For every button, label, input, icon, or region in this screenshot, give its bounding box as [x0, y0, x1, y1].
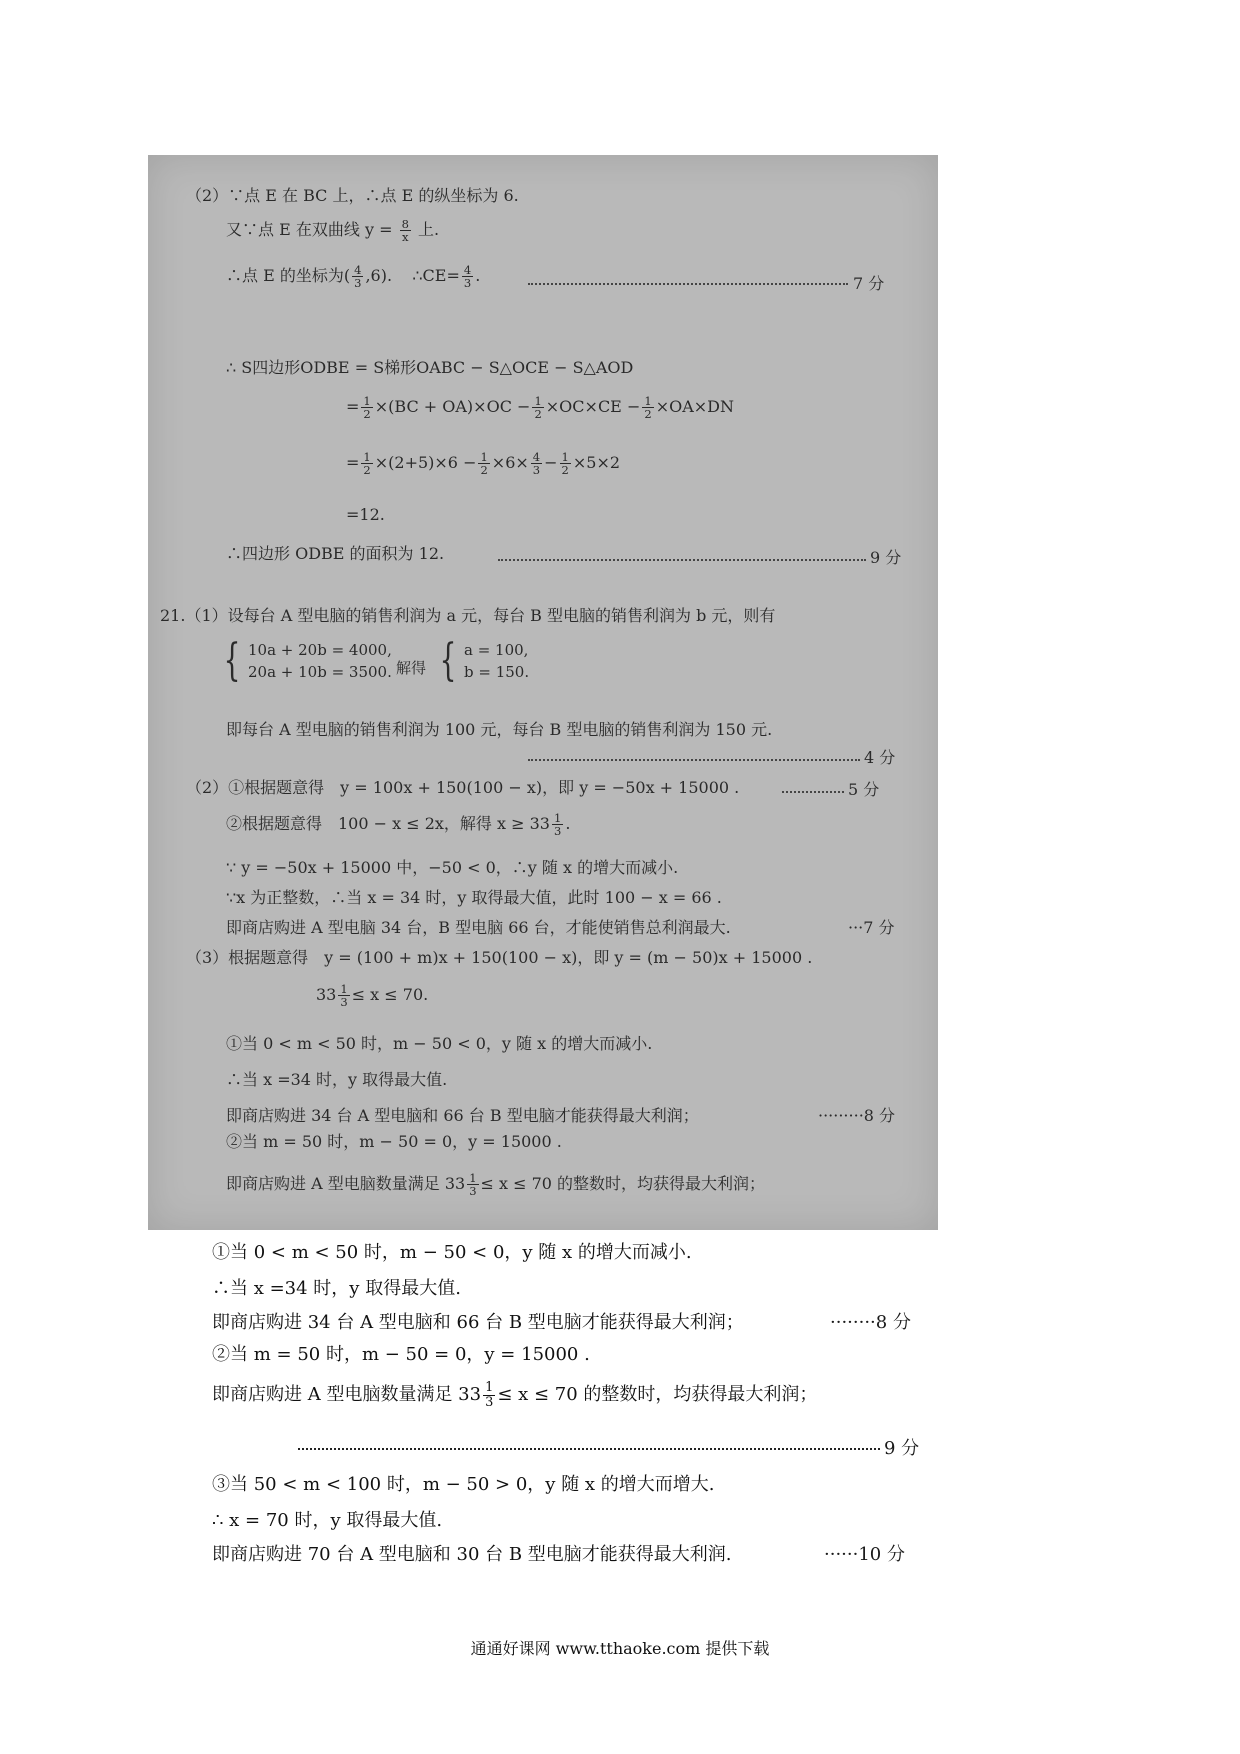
- line-equals-12: =12.: [346, 505, 385, 524]
- clear-case3-max: ∴ x = 70 时，y 取得最大值.: [212, 1510, 443, 1531]
- score-7b: ···7 分: [848, 918, 895, 937]
- solution-system: { a = 100, b = 150.: [439, 635, 530, 686]
- dotted-leader: [298, 1448, 880, 1450]
- page-footer: 通通好课网 www.tthaoke.com 提供下载: [470, 1639, 770, 1658]
- clear-case3: ③当 50 < m < 100 时，m − 50 > 0，y 随 x 的增大而增大.: [212, 1474, 715, 1495]
- clear-case1-conclusion: 即商店购进 34 台 A 型电脑和 66 台 B 型电脑才能获得最大利润；: [212, 1312, 744, 1333]
- line-area-result: ∴四边形 ODBE 的面积为 12.: [226, 544, 445, 563]
- line-q2-relation: （2）①根据题意得 y = 100x + 150(100 − x)，即 y = −50x + 15000 .: [186, 778, 740, 797]
- line-profit-result: 即每台 A 型电脑的销售利润为 100 元，每台 B 型电脑的销售利润为 150 元.: [226, 720, 773, 739]
- line-x-range: 33 $\frac{1}{3}$ ≤ x ≤ 70.: [316, 982, 429, 1010]
- line-area-numeric: = $\frac{1}{2}$ ×(2+5)×6 − $\frac{1}{2}$ ×6× $\frac{4}{3}$ − $\frac{1}{2}$ ×5×2: [346, 450, 621, 478]
- line-q21-setup: 21.（1）设每台 A 型电脑的销售利润为 a 元，每台 B 型电脑的销售利润为 b 元，则有: [160, 606, 776, 625]
- line-area-formula: ∴ S四边形ODBE = S梯形OABC − S△OCE − S△AOD: [226, 358, 634, 377]
- score-5: 5 分: [848, 780, 880, 799]
- clear-case1-max: ∴当 x =34 时，y 取得最大值.: [212, 1278, 461, 1299]
- line-hyperbola: 又∵点 E 在双曲线 y = $\frac{8}{x}$ 上.: [226, 216, 440, 244]
- line-case1-conclusion: 即商店购进 34 台 A 型电脑和 66 台 B 型电脑才能获得最大利润；: [226, 1106, 699, 1125]
- line-area-expand: = $\frac{1}{2}$ ×(BC + OA)×OC − $\frac{1}{2}$ ×OC×CE − $\frac{1}{2}$ ×OA×DN: [346, 394, 734, 422]
- line-case2-conclusion: 即商店购进 A 型电脑数量满足 33 $\frac{1}{3}$ ≤ x ≤ 70 的整数时，均获得最大利润；: [226, 1170, 766, 1198]
- scanned-answer-image: [148, 155, 938, 1230]
- clear-score-8: ········8 分: [830, 1312, 911, 1333]
- dotted-leader: [528, 759, 860, 761]
- score-7: 7 分: [853, 274, 885, 293]
- clear-score-9: 9 分: [884, 1438, 920, 1459]
- line-q3-relation: （3）根据题意得 y = (100 + m)x + 150(100 − x)，即 y = (m − 50)x + 15000 .: [186, 948, 813, 967]
- equation-system: { 10a + 20b = 4000, 20a + 10b = 3500.: [223, 635, 392, 686]
- score-4: 4 分: [864, 748, 896, 767]
- line-q2-inequality: ②根据题意得 100 − x ≤ 2x，解得 x ≥ 33 $\frac{1}{3}$ .: [226, 810, 571, 838]
- line-case1: ①当 0 < m < 50 时，m − 50 < 0，y 随 x 的增大而减小.: [226, 1034, 653, 1053]
- clear-case2-conclusion: 即商店购进 A 型电脑数量满足 33 $\frac{1}{3}$ ≤ x ≤ 70 的整数时，均获得最大利润；: [212, 1379, 818, 1410]
- line-e-on-bc: （2）∵点 E 在 BC 上，∴点 E 的纵坐标为 6.: [186, 186, 519, 205]
- line-decreasing: ∵ y = −50x + 15000 中，−50 < 0，∴y 随 x 的增大而减小.: [226, 858, 679, 877]
- line-x34: ∵x 为正整数，∴当 x = 34 时，y 取得最大值，此时 100 − x = 66 .: [226, 888, 722, 907]
- clear-case1: ①当 0 < m < 50 时，m − 50 < 0，y 随 x 的增大而减小.: [212, 1242, 692, 1263]
- score-8: ·········8 分: [818, 1106, 896, 1125]
- line-case1-max: ∴当 x =34 时，y 取得最大值.: [226, 1070, 448, 1089]
- line-coord-e: ∴点 E 的坐标为( $\frac{4}{3}$ ,6). ∴CE= $\frac{4}{3}$ .: [226, 262, 481, 290]
- line-q2-conclusion: 即商店购进 A 型电脑 34 台，B 型电脑 66 台，才能使销售总利润最大.: [226, 918, 731, 937]
- dotted-leader: [528, 283, 848, 285]
- clear-score-10: ······10 分: [824, 1544, 905, 1565]
- clear-case2: ②当 m = 50 时，m − 50 = 0，y = 15000 .: [212, 1344, 590, 1365]
- score-9: 9 分: [870, 548, 902, 567]
- solve-label: 解得: [396, 659, 427, 677]
- dotted-leader: [498, 559, 866, 561]
- line-case2: ②当 m = 50 时，m − 50 = 0，y = 15000 .: [226, 1132, 562, 1151]
- dotted-leader: [782, 791, 844, 793]
- clear-case3-conclusion: 即商店购进 70 台 A 型电脑和 30 台 B 型电脑才能获得最大利润.: [212, 1544, 732, 1565]
